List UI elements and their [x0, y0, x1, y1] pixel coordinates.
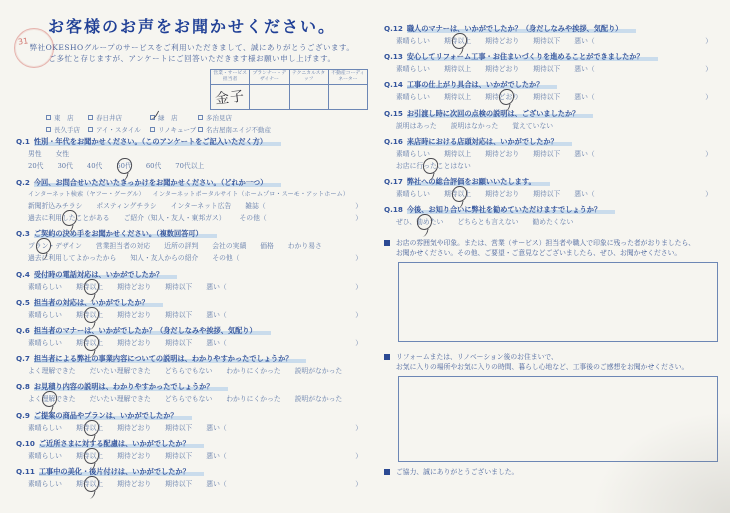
question-title — [16, 178, 368, 188]
option-row — [28, 423, 368, 433]
question-q1 — [16, 137, 368, 171]
option: 期待以上 — [444, 36, 471, 46]
question-number: Q.17 — [384, 177, 403, 187]
option-row — [28, 338, 368, 348]
question-text: 工事中の美化・後片付けは、いかがでしたか？ — [39, 467, 204, 476]
option: ） — [705, 149, 712, 158]
option: その他（ — [212, 254, 240, 263]
question-number: Q.1 — [16, 137, 30, 147]
option: 素晴らしい — [28, 310, 62, 319]
staff-column-realestate: 不動産コーディネーター — [328, 69, 367, 84]
option: 素晴らしい — [28, 479, 62, 488]
question-title — [16, 229, 368, 239]
option: 期待以下 — [533, 65, 561, 74]
handwritten-staff-name: 金子 — [214, 88, 246, 108]
staff-cell-sales — [211, 85, 250, 110]
option: 期待どおり — [117, 339, 152, 348]
option: だいたい理解できた — [89, 367, 151, 376]
store-option — [46, 125, 88, 134]
store-row — [46, 125, 368, 134]
question-q5 — [16, 298, 368, 320]
question-q4 — [16, 270, 368, 292]
option: 期待以上 — [443, 65, 472, 74]
option-row — [28, 394, 368, 404]
option: 期待以下 — [165, 339, 193, 348]
question-q10 — [16, 439, 368, 461]
question-number: Q.5 — [16, 297, 30, 307]
option: 勧めたくない — [532, 218, 574, 227]
option: よく理解できた — [28, 394, 76, 404]
question-text: 来店時における店頭対応は、いかがでしたか？ — [407, 137, 572, 146]
option: 過去に利用してよかったから — [28, 254, 117, 263]
option-row — [396, 92, 718, 102]
handwritten-circle-mark — [83, 419, 100, 437]
option: インターネットポータルサイト（ホームプロ・スーモ・アットホーム） — [152, 190, 349, 198]
question-q8 — [16, 382, 368, 404]
option: ） — [355, 339, 362, 348]
question-title — [16, 467, 368, 477]
option: 素晴らしい — [28, 451, 62, 460]
option: 期待以上 — [76, 338, 103, 348]
question-q3 — [16, 229, 368, 263]
option: 過去に利用したことがある — [28, 213, 110, 223]
option: 素晴らしい — [28, 282, 62, 291]
option: 30代 — [57, 162, 73, 171]
question-number: Q.13 — [384, 52, 403, 62]
handwritten-circle-mark — [83, 306, 100, 324]
handwritten-circle-mark — [83, 334, 100, 352]
question-text: お見積り内容の説明は、わかりやすかったでしょうか？ — [34, 382, 228, 391]
option: 20代 — [28, 162, 44, 171]
handwritten-circle-mark — [451, 185, 468, 203]
option: 新聞折込みチラシ — [28, 201, 83, 210]
question-title — [384, 52, 718, 62]
question-title — [384, 80, 718, 90]
option: 期待どおり — [117, 479, 152, 488]
checkbox-icon — [198, 127, 203, 132]
option: 説明がなかった — [294, 395, 343, 404]
option: 期待以下 — [533, 190, 561, 199]
option: 悪い（ — [206, 339, 227, 348]
option: 素晴らしい — [396, 149, 430, 158]
option: 期待どおり — [117, 451, 152, 460]
comment-section-shop-impression — [384, 238, 718, 342]
option: どちらとも言えない — [457, 218, 519, 227]
closing-text: ご協力、誠にありがとうございました。 — [396, 468, 519, 477]
option: 素晴らしい — [396, 65, 430, 74]
checkbox-icon — [46, 127, 51, 132]
option: 期待どおり — [485, 92, 519, 102]
question-text: ご近所さまに対する配慮は、いかがでしたか？ — [39, 439, 204, 448]
option: 素晴らしい — [396, 190, 430, 199]
option: どちらでもない — [164, 395, 213, 404]
comment-prompt-line: お気に入りの場所やお気に入りの時間、暮らし心地など、工事後のご感想をお聞かせください。 — [396, 363, 689, 372]
staff-column-technical: テクニカルスタッフ — [289, 69, 328, 84]
handwritten-circle-mark — [416, 213, 433, 231]
option: 期待以下 — [165, 282, 193, 291]
option: わかり易さ — [287, 242, 322, 251]
option: インターネット検索（ヤフー・グーグル） — [28, 190, 145, 198]
option: 悪い（ — [574, 93, 595, 102]
handwritten-circle-mark — [498, 89, 515, 107]
option-row — [28, 149, 368, 159]
question-q16 — [384, 137, 718, 171]
handwritten-circle-mark — [41, 391, 58, 409]
option: ） — [705, 190, 712, 199]
question-q11 — [16, 467, 368, 489]
question-text: 担当者による弊社の事業内容についての説明は、わかりやすかったでしょうか？ — [34, 354, 307, 363]
store-label: 多治見店 — [206, 114, 232, 123]
option: インターネット広告 — [170, 201, 232, 210]
option: プラン・デザイン — [28, 241, 82, 251]
staff-cell-technical — [289, 85, 328, 110]
option: よく理解できた — [28, 367, 76, 376]
option-row — [396, 217, 718, 227]
square-bullet-icon — [384, 469, 390, 475]
question-title — [16, 326, 368, 336]
option: 期待どおり — [485, 65, 520, 74]
handwritten-circle-mark — [35, 237, 52, 255]
option: ポスティングチラシ — [96, 201, 157, 210]
handwritten-circle-mark — [422, 157, 439, 175]
question-title — [16, 354, 368, 364]
question-q18 — [384, 205, 718, 227]
question-q7 — [16, 354, 368, 376]
option: 悪い（ — [206, 451, 227, 460]
option: ） — [705, 93, 712, 102]
option: 期待どおり — [485, 190, 520, 199]
option: 期待以上 — [443, 93, 472, 102]
handwritten-circle-mark — [451, 32, 468, 50]
option: 期待どおり — [117, 423, 152, 432]
option: 女性 — [55, 150, 70, 159]
option: 期待以上 — [76, 310, 103, 320]
store-option — [198, 113, 368, 122]
option-row — [28, 253, 368, 263]
store-label: リノキューブ — [158, 126, 197, 135]
store-option — [150, 113, 198, 122]
question-number: Q.18 — [384, 205, 403, 215]
option: ） — [705, 65, 712, 74]
option: 知人・友人からの紹介 — [130, 254, 199, 263]
option: 悪い（ — [206, 479, 227, 488]
question-text: ご契約の決め手をお聞かせください。（複数回答可） — [34, 229, 217, 238]
store-label: 春日井店 — [96, 114, 122, 123]
option: その他（ — [239, 214, 267, 223]
option-row — [28, 479, 368, 489]
option: ） — [355, 201, 362, 210]
option: 近所の評判 — [164, 242, 199, 251]
option-row — [28, 241, 368, 251]
question-title — [16, 382, 368, 392]
option: ） — [355, 423, 362, 432]
option-row — [28, 366, 368, 376]
option-row — [28, 161, 368, 171]
option: ） — [705, 37, 712, 45]
option-row — [396, 36, 718, 46]
option: 素晴らしい — [28, 423, 62, 432]
question-number: Q.14 — [384, 80, 403, 90]
option: 悪い（ — [574, 149, 595, 158]
option: 期待以下 — [165, 451, 193, 460]
question-text: ご提案の商品やプランは、いかがでしたか？ — [34, 411, 192, 420]
option: 期待以下 — [165, 479, 193, 488]
option: 悪い（ — [574, 37, 595, 45]
question-number: Q.15 — [384, 108, 403, 118]
question-title — [16, 298, 368, 308]
option: わかりにくかった — [226, 367, 281, 376]
option: ） — [355, 479, 362, 488]
option: 期待どおり — [117, 282, 152, 291]
option-row — [396, 161, 718, 171]
option-row — [28, 310, 368, 320]
option: ） — [355, 310, 362, 319]
store-label: 東 店 — [54, 114, 74, 123]
comment-writing-box — [398, 262, 718, 342]
question-title — [384, 137, 718, 147]
question-text: 受付時の電話対応は、いかがでしたか？ — [34, 270, 177, 279]
staff-column-planner: プランナー・デザイナー — [250, 69, 289, 84]
question-q12 — [384, 24, 718, 46]
question-number: Q.10 — [16, 438, 35, 448]
comment-writing-box — [398, 376, 718, 462]
option: 期待以上 — [76, 282, 103, 292]
question-text: お引渡し時に次回の点検の説明は、ございましたか？ — [407, 109, 594, 118]
option: 会社の実績 — [212, 242, 247, 251]
option: 価格 — [260, 242, 274, 251]
question-number: Q.8 — [16, 382, 30, 392]
questions-right — [384, 24, 718, 228]
question-q17 — [384, 177, 718, 199]
question-number: Q.7 — [16, 354, 30, 364]
question-q9 — [16, 411, 368, 433]
checkbox-icon — [46, 115, 51, 120]
question-q14 — [384, 80, 718, 102]
closing-message — [384, 466, 718, 476]
option: 悪い（ — [206, 310, 227, 319]
comment-section-after-renovation — [384, 352, 718, 462]
checkbox-icon — [198, 115, 203, 120]
question-q13 — [384, 52, 718, 74]
option: 素晴らしい — [28, 339, 62, 348]
greeting-line-2: ご多忙と存じますが、アンケートにご回答いただきます様お願い申し上げます。 — [48, 53, 336, 63]
option-row — [28, 282, 368, 292]
option-row — [396, 149, 718, 159]
checkbox-icon — [150, 127, 155, 132]
option: ご紹介（知人・友人・東邦ガス） — [123, 214, 226, 223]
store-label: 名古屋南エイジ不動産 — [206, 126, 271, 135]
questions-left — [16, 137, 368, 489]
option: 悪い（ — [574, 190, 595, 199]
question-title — [384, 177, 718, 187]
option-row — [28, 190, 368, 199]
store-label: 長久手店 — [54, 126, 80, 135]
square-bullet-icon — [384, 240, 390, 246]
option: 60代 — [145, 162, 162, 171]
question-title — [16, 270, 368, 280]
right-column — [384, 6, 718, 495]
option: 40代 — [86, 162, 103, 171]
question-title — [384, 109, 718, 119]
option: 覚えていない — [512, 121, 554, 130]
option-row — [28, 201, 368, 211]
question-text: 担当者の対応は、いかがでしたか？ — [34, 298, 163, 307]
option: 男性 — [28, 150, 42, 159]
comment-prompt — [396, 352, 688, 372]
store-option — [88, 125, 150, 134]
option: 悪い（ — [206, 282, 227, 291]
option-row — [396, 189, 718, 199]
option: 期待以上 — [76, 423, 103, 433]
option: 期待どおり — [117, 310, 152, 319]
stamp-text: 31 — [17, 36, 29, 47]
page-title: お客様のお声をお聞かせください。 — [47, 17, 336, 36]
question-text: 安心してリフォーム工事・お住まいづくりを進めることができましたか？ — [407, 52, 658, 61]
question-text: 工事の仕上がり具合は、いかがでしたか？ — [407, 80, 558, 89]
option-row — [28, 213, 368, 223]
handwritten-circle-mark — [61, 209, 78, 227]
question-text: 担当者のマナーは、いかがでしたか？（身だしなみや挨拶、気配り） — [34, 326, 271, 335]
question-q15 — [384, 109, 718, 131]
question-q6 — [16, 326, 368, 348]
question-number: Q.4 — [16, 269, 30, 279]
left-column — [16, 6, 368, 495]
question-title — [384, 24, 718, 34]
staff-column-sales: 営業・サービス担当者 — [211, 69, 250, 84]
option: 悪い（ — [206, 423, 227, 432]
checkbox-icon — [88, 115, 93, 120]
option: 雑誌（ — [245, 201, 266, 210]
question-text: 性別・年代をお聞かせください。（このアンケートをご記入いただく方） — [34, 137, 281, 146]
question-number: Q.3 — [16, 229, 30, 239]
option: 説明はあった — [396, 121, 437, 130]
option: 悪い（ — [574, 65, 595, 74]
option: 期待以上 — [76, 479, 103, 489]
store-option — [150, 125, 198, 134]
handwritten-circle-mark — [83, 475, 100, 493]
option-row — [28, 451, 368, 461]
question-text: 職人のマナーは、いかがでしたか？（身だしなみや挨拶、気配り） — [407, 24, 637, 33]
option: 70代以上 — [175, 162, 205, 171]
option-row — [396, 121, 718, 131]
option: 営業担当者の対応 — [95, 242, 151, 251]
question-text: 今回、お問合せいただいたきっかけをお聞かせください。（どれか一つ） — [34, 178, 282, 187]
question-number: Q.2 — [16, 177, 30, 187]
question-text: 今後、お知り合いに弊社を勧めていただけますでしょうか？ — [407, 205, 615, 214]
question-title — [384, 205, 718, 215]
comment-prompt-line: お店の雰囲気や印象。または、営業（サービス）担当者や職人で印象に残った者がおりましたら、 — [396, 238, 696, 247]
question-number: Q.11 — [16, 466, 35, 476]
option: どちらでもない — [164, 367, 213, 376]
store-label: アイ・スタイル — [96, 126, 141, 135]
question-title — [16, 439, 368, 449]
option: 期待以下 — [165, 423, 193, 432]
store-option — [88, 113, 150, 122]
question-q2 — [16, 178, 368, 224]
square-bullet-icon — [384, 354, 390, 360]
question-number: Q.12 — [384, 24, 403, 33]
comment-prompt — [396, 238, 695, 258]
option: 説明がなかった — [294, 367, 343, 376]
option: 期待以下 — [533, 93, 561, 102]
option: ） — [355, 451, 362, 460]
comment-prompt-line: お聞かせください。その他、ご要望・ご意見などございましたら、ぜひ、お聞かせください。 — [396, 248, 682, 257]
option: だいたい理解できた — [89, 395, 151, 404]
option: ） — [355, 282, 362, 291]
option: 説明はなかった — [450, 121, 499, 130]
checkbox-icon — [88, 127, 93, 132]
option: 期待以下 — [533, 149, 561, 158]
store-label: 緑 店 — [158, 114, 178, 123]
store-option — [198, 125, 368, 134]
question-number: Q.6 — [16, 326, 30, 336]
option: 期待どおり — [485, 37, 520, 45]
staff-in-charge-table — [210, 69, 368, 110]
store-row — [46, 113, 368, 122]
question-number: Q.9 — [16, 410, 30, 420]
option: 期待以上 — [443, 149, 472, 158]
option: 素晴らしい — [396, 37, 430, 45]
question-title — [16, 137, 368, 147]
option: 50代 — [116, 161, 131, 171]
store-checkbox-list — [46, 113, 368, 134]
option: 期待以上 — [76, 451, 103, 461]
handwritten-circle-mark — [116, 158, 133, 176]
option: ） — [355, 254, 362, 263]
question-text: 弊社への総合評価をお願いいたします。 — [407, 177, 550, 186]
option: わかりにくかった — [226, 395, 281, 404]
comment-prompt-line: リフォームまたは、リノベーション後のお住まいで、 — [396, 352, 558, 361]
option: 期待以上 — [444, 189, 471, 199]
handwritten-circle-mark — [83, 278, 100, 296]
option: 期待どおり — [485, 149, 520, 158]
option: ） — [355, 214, 362, 223]
staff-cell-realestate — [328, 85, 367, 110]
greeting-line-1: 弊社OKESHOグループのサービスをご利用いただきまして、誠にありがとうございます。 — [29, 43, 355, 52]
option: 期待以下 — [165, 310, 193, 319]
option: 期待以下 — [533, 37, 561, 45]
option: お店に行ったことはない — [396, 161, 471, 171]
option: ぜひ、勧めたい — [396, 217, 443, 227]
staff-cell-planner — [250, 85, 289, 110]
handwritten-circle-mark — [83, 447, 100, 465]
store-option — [46, 113, 88, 122]
option-row — [396, 64, 718, 74]
question-title — [16, 411, 368, 421]
question-number: Q.16 — [384, 136, 403, 146]
option: 素晴らしい — [396, 93, 430, 102]
